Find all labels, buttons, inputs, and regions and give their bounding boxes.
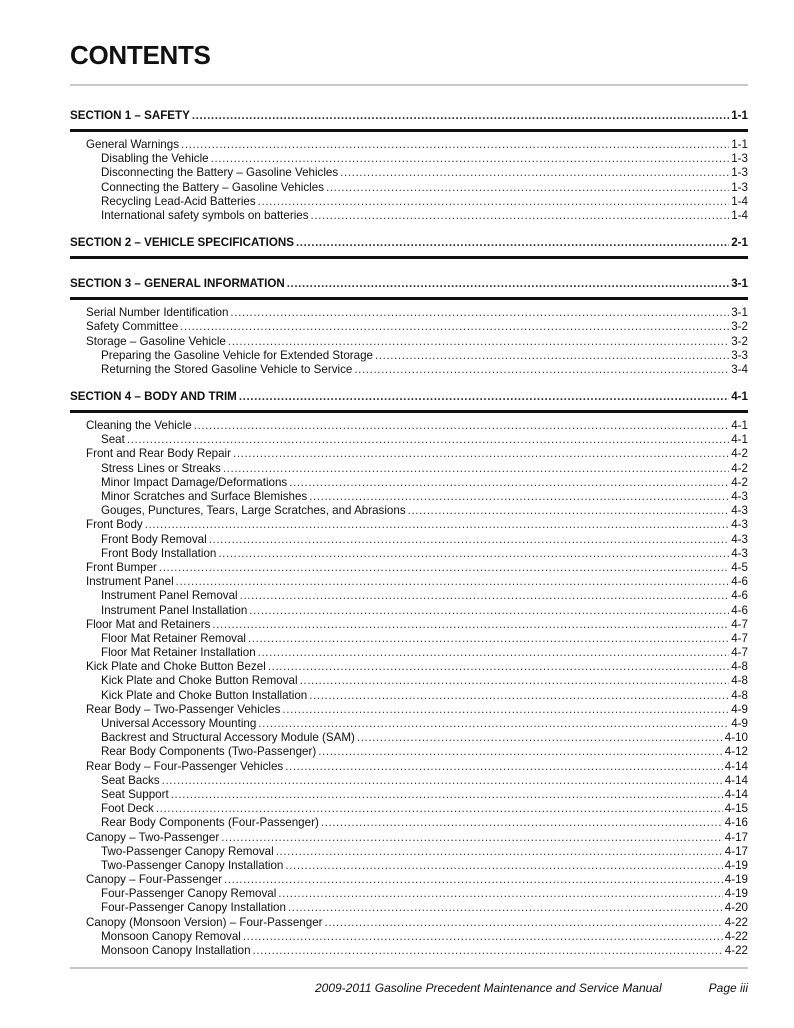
toc-page-number: 4-7 [731,646,748,660]
toc-entry[interactable] [70,873,748,887]
toc-entry[interactable] [70,944,748,958]
toc-page-number: 4-8 [731,674,748,688]
dot-leader [192,109,729,123]
dot-leader [318,745,723,759]
toc-entry[interactable] [70,901,748,915]
toc-label: Four-Passenger Canopy Installation [101,901,286,915]
dot-leader [289,476,729,490]
dot-leader [181,138,729,152]
toc-page-number: 4-14 [724,773,748,787]
dot-leader [212,618,729,632]
toc-section [70,236,748,259]
toc-entry[interactable] [70,152,748,166]
toc-section [70,109,748,223]
footer-divider [70,967,748,969]
dot-leader [156,802,723,816]
dot-leader [282,703,729,717]
toc-label: Instrument Panel Removal [101,589,238,603]
toc-label: Connecting the Battery – Gasoline Vehicles [101,180,324,194]
dot-leader [357,731,723,745]
toc-page-number: 4-22 [724,915,748,929]
toc-label: Monsoon Canopy Installation [101,944,251,957]
toc-entry[interactable] [70,490,748,504]
dot-leader [309,689,729,703]
toc-page-number: 4-22 [724,929,748,943]
dot-leader [268,660,729,674]
toc-label: Seat Support [101,787,169,801]
section-entries [70,138,748,223]
toc-label: Floor Mat and Retainers [86,617,211,631]
dot-leader [311,209,730,223]
dot-leader [145,518,730,532]
toc-page-number: 1-3 [731,180,748,194]
dot-leader [240,589,730,603]
toc-page-number: 4-3 [731,490,748,503]
toc-label: SECTION 4 – BODY AND TRIM [70,390,237,404]
toc-entry[interactable] [70,462,748,476]
dot-leader [287,277,730,291]
toc-entry[interactable] [70,930,748,944]
page-number: Page iii [708,981,748,995]
toc-label: Two-Passenger Canopy Removal [101,844,274,858]
toc-page-number: 3-1 [731,306,748,320]
toc-label: Storage – Gasoline Vehicle [86,334,226,348]
toc-label: Four-Passenger Canopy Removal [101,887,277,901]
toc-page-number: 1-1 [731,138,748,151]
toc-page-number: 4-9 [731,702,748,716]
toc-page-number: 1-3 [731,166,748,180]
toc-label: Instrument Panel Installation [101,603,248,617]
dot-leader [309,490,729,504]
dot-leader [239,390,729,404]
toc-label: Cleaning the Vehicle [86,419,192,433]
toc-label: Gouges, Punctures, Tears, Large Scratches, and Abrasions [101,504,406,518]
toc-label: Kick Plate and Choke Button Bezel [86,660,266,674]
page-title: CONTENTS [70,40,211,70]
dot-leader [243,930,723,944]
dot-leader [408,504,730,518]
toc-label: Rear Body – Two-Passenger Vehicles [86,702,281,716]
toc-label: Front Body Installation [101,546,217,560]
toc-entry[interactable] [70,306,748,320]
toc-page-number: 4-6 [731,603,748,617]
dot-leader [194,419,730,433]
toc-entry[interactable] [70,745,748,759]
toc-page-number: 4-7 [731,617,748,631]
toc-page-number: 4-10 [724,731,748,745]
toc-page-number: 3-2 [731,334,748,348]
dot-leader [176,575,730,589]
toc-label: General Warnings [86,138,180,151]
toc-section [70,390,748,958]
toc-entry[interactable] [70,166,748,180]
toc-entry[interactable] [70,831,748,845]
toc-entry[interactable] [70,476,748,490]
toc-page-number: 4-17 [724,830,748,844]
toc-label: Safety Committee [86,320,179,334]
dot-leader [223,462,729,476]
toc-entry[interactable] [70,447,748,461]
toc-page-number: 4-2 [731,475,748,489]
section-heading[interactable] [70,390,748,404]
dot-leader [354,363,729,377]
toc-entry[interactable] [70,703,748,717]
toc-label: Kick Plate and Choke Button Removal [101,674,298,688]
toc-label: Universal Accessory Mounting [101,717,257,730]
dot-leader [321,816,723,830]
toc-entry[interactable] [70,433,748,447]
toc-page-number: 2-1 [731,236,748,250]
toc-page-number: 4-3 [731,546,748,560]
dot-leader [211,152,730,166]
toc-entry[interactable] [70,419,748,433]
toc-label: Rear Body Components (Four-Passenger) [101,816,319,830]
toc-label: Instrument Panel [86,575,174,589]
toc-page-number: 4-2 [731,461,748,475]
toc-label: Front Body [86,518,143,532]
dot-leader [233,447,729,461]
toc-label: Floor Mat Retainer Installation [101,646,256,660]
dot-leader [127,433,729,447]
toc-label: Stress Lines or Streaks [101,461,221,475]
dot-leader [340,166,729,180]
table-of-contents [70,109,748,958]
header-divider [70,84,748,86]
dot-leader [180,320,729,334]
toc-label: Seat Backs [101,773,160,787]
toc-page-number: 4-3 [731,504,748,518]
toc-page-number: 4-19 [724,887,748,901]
toc-entry[interactable] [70,518,748,532]
toc-label: Disconnecting the Battery – Gasoline Vehicles [101,166,339,180]
toc-entry[interactable] [70,689,748,703]
dot-leader [300,674,730,688]
dot-leader [296,236,729,250]
dot-leader [258,646,730,660]
section-heading[interactable] [70,109,748,123]
dot-leader [218,547,729,561]
toc-entry[interactable] [70,209,748,223]
toc-page-number: 4-3 [731,518,748,532]
toc-entry[interactable] [70,363,748,377]
toc-label: Front Body Removal [101,532,207,546]
toc-entry[interactable] [70,575,748,589]
toc-entry[interactable] [70,717,748,731]
toc-entry[interactable] [70,788,748,802]
toc-page-number: 3-4 [731,362,748,376]
dot-leader [288,901,723,915]
dot-leader [276,845,723,859]
dot-leader [159,561,729,575]
toc-entry[interactable] [70,561,748,575]
section-heading[interactable] [70,236,748,250]
toc-label: Recycling Lead-Acid Batteries [101,194,256,208]
toc-entry[interactable] [70,604,748,618]
toc-label: SECTION 3 – GENERAL INFORMATION [70,277,285,291]
dot-leader [278,887,723,901]
toc-page-number: 4-3 [731,532,748,546]
toc-label: Front Bumper [86,560,157,574]
page-footer [70,981,748,995]
toc-label: Minor Impact Damage/Deformations [101,475,288,489]
dot-leader [171,788,723,802]
toc-page-number: 4-19 [724,873,748,887]
toc-label: Backrest and Structural Accessory Module (SAM) [101,731,355,745]
dot-leader [162,774,723,788]
dot-leader [221,831,723,845]
toc-label: International safety symbols on batteries [101,208,309,222]
manual-title: 2009-2011 Gasoline Precedent Maintenance and Service Manual [314,981,662,995]
section-divider [70,410,748,413]
toc-entry[interactable] [70,916,748,930]
section-divider [70,129,748,132]
toc-entry[interactable] [70,618,748,632]
toc-entry[interactable] [70,660,748,674]
toc-page-number: 4-9 [731,717,748,730]
section-divider [70,297,748,300]
toc-label: Floor Mat Retainer Removal [101,631,246,645]
section-heading[interactable] [70,277,748,291]
toc-page-number: 4-12 [724,745,748,759]
toc-page-number: 3-3 [731,348,748,362]
toc-entry[interactable] [70,349,748,363]
toc-label: Monsoon Canopy Removal [101,929,241,943]
toc-label: Two-Passenger Canopy Installation [101,858,284,872]
toc-label: Canopy – Four-Passenger [86,873,222,887]
toc-label: SECTION 1 – SAFETY [70,109,190,122]
dot-leader [228,335,729,349]
toc-page-number: 3-2 [731,320,748,334]
toc-page-number: 4-1 [731,390,748,404]
toc-page-number: 3-1 [731,277,748,291]
toc-label: Returning the Stored Gasoline Vehicle to Service [101,362,353,376]
toc-label: Foot Deck [101,802,154,816]
toc-page-number: 4-17 [724,844,748,858]
dot-leader [249,604,729,618]
toc-page-number: 4-16 [724,816,748,830]
toc-entry[interactable] [70,816,748,830]
toc-entry[interactable] [70,589,748,603]
toc-page-number: 4-1 [731,419,748,433]
toc-entry[interactable] [70,504,748,518]
dot-leader [285,760,723,774]
toc-page-number: 4-1 [731,433,748,447]
dot-leader [224,873,723,887]
toc-entry[interactable] [70,632,748,646]
dot-leader [375,349,729,363]
toc-entry[interactable] [70,181,748,195]
toc-page-number: 4-20 [724,901,748,915]
toc-entry[interactable] [70,774,748,788]
toc-entry[interactable] [70,320,748,334]
toc-entry[interactable] [70,646,748,660]
section-entries [70,306,748,377]
toc-label: Canopy – Two-Passenger [86,830,220,844]
toc-page-number: 4-6 [731,575,748,589]
toc-page-number: 4-6 [731,589,748,603]
toc-entry[interactable] [70,731,748,745]
dot-leader [209,533,730,547]
toc-entry[interactable] [70,138,748,152]
dot-leader [253,944,723,958]
toc-page-number: 4-14 [724,787,748,801]
toc-entry[interactable] [70,845,748,859]
dot-leader [248,632,729,646]
toc-page-number: 4-8 [731,688,748,702]
toc-label: SECTION 2 – VEHICLE SPECIFICATIONS [70,236,294,250]
toc-page-number: 4-8 [731,660,748,674]
dot-leader [325,916,723,930]
toc-entry[interactable] [70,674,748,688]
toc-page-number: 4-15 [724,802,748,816]
toc-entry[interactable] [70,195,748,209]
dot-leader [326,181,729,195]
toc-page-number: 4-7 [731,631,748,645]
section-divider [70,256,748,259]
toc-entry[interactable] [70,547,748,561]
toc-page-number: 1-3 [731,152,748,166]
toc-page-number: 4-14 [724,759,748,773]
toc-entry[interactable] [70,335,748,349]
toc-label: Canopy (Monsoon Version) – Four-Passenger [86,915,323,929]
toc-page-number: 4-22 [724,944,748,957]
toc-entry[interactable] [70,760,748,774]
toc-page-number: 1-4 [731,208,748,222]
toc-page-number: 1-4 [731,194,748,208]
toc-label: Disabling the Vehicle [101,152,209,166]
toc-entry[interactable] [70,887,748,901]
toc-page-number: 4-5 [731,560,748,574]
toc-label: Rear Body – Four-Passenger Vehicles [86,759,284,773]
toc-label: Preparing the Gasoline Vehicle for Extended Storage [101,348,373,362]
toc-label: Minor Scratches and Surface Blemishes [101,490,308,503]
toc-label: Front and Rear Body Repair [86,447,231,461]
toc-label: Serial Number Identification [86,306,229,320]
toc-page-number: 4-19 [724,858,748,872]
dot-leader [258,195,730,209]
toc-label: Rear Body Components (Two-Passenger) [101,745,317,759]
section-entries [70,419,748,958]
toc-label: Kick Plate and Choke Button Installation [101,688,308,702]
toc-page-number: 1-1 [731,109,748,122]
toc-section [70,277,748,377]
dot-leader [285,859,722,873]
toc-entry[interactable] [70,859,748,873]
dot-leader [230,306,729,320]
toc-label: Seat [101,433,125,447]
toc-entry[interactable] [70,802,748,816]
toc-entry[interactable] [70,533,748,547]
toc-page-number: 4-2 [731,447,748,461]
dot-leader [258,717,729,731]
